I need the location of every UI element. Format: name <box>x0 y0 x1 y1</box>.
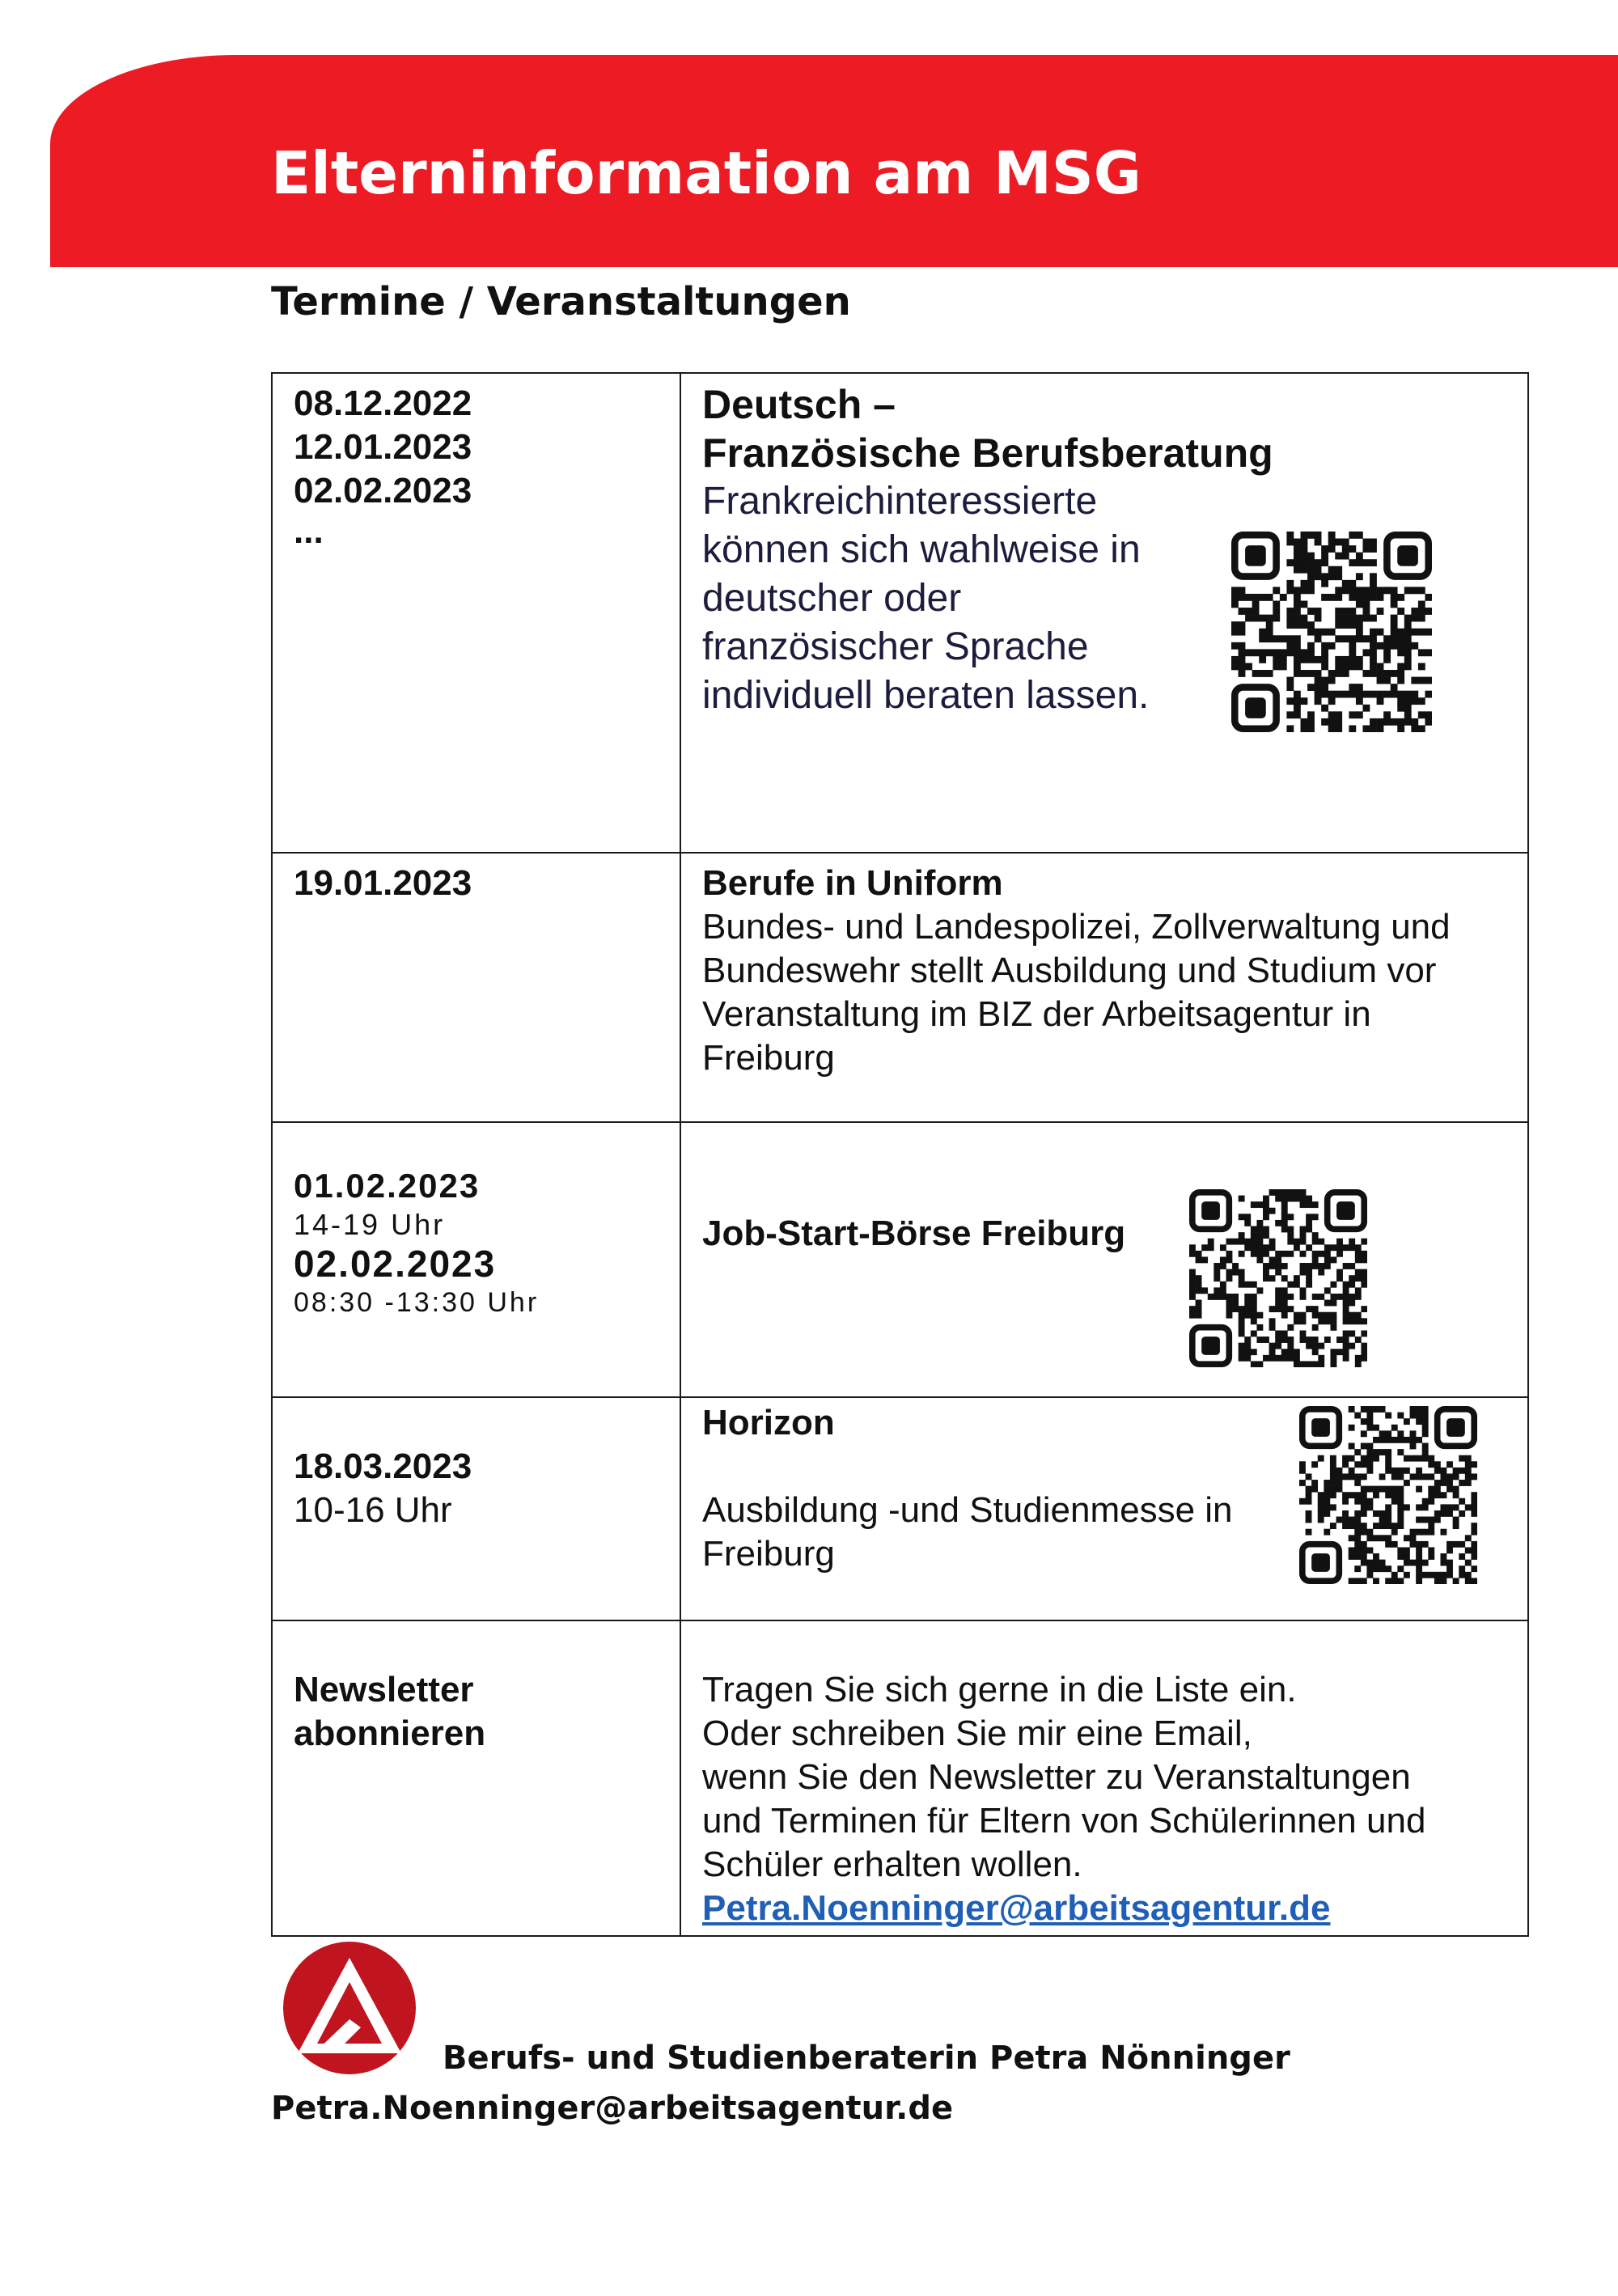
event-text: Ausbildung -und Studienmesse in <box>702 1490 1233 1530</box>
event-text: Veranstaltung im BIZ der Arbeitsagentur in <box>702 994 1371 1034</box>
date-cell <box>272 853 680 1122</box>
qr-code-icon[interactable] <box>1189 1189 1367 1367</box>
event-title: Berufe in Uniform <box>702 863 1003 903</box>
event-title: Horizon <box>702 1403 835 1442</box>
event-title: Französische Berufsberatung <box>702 430 1273 476</box>
date-cell <box>272 373 680 853</box>
event-date: 08.12.2022 <box>294 383 472 423</box>
date-cell <box>272 1397 680 1620</box>
event-text: französischer Sprache <box>702 625 1089 668</box>
event-text: Freiburg <box>702 1038 835 1078</box>
event-text: Tragen Sie sich gerne in die Liste ein. <box>702 1670 1297 1709</box>
event-time: 08:30 -13:30 Uhr <box>294 1287 540 1318</box>
event-text: können sich wahlweise in <box>702 528 1141 571</box>
event-cell <box>680 1122 1528 1397</box>
event-text: wenn Sie den Newsletter zu Veranstaltungen <box>702 1757 1411 1797</box>
event-text: Freiburg <box>702 1534 835 1574</box>
page-subtitle: Termine / Veranstaltungen <box>271 279 851 324</box>
events-table <box>271 372 1529 1937</box>
date-cell <box>272 1620 680 1936</box>
event-title: Deutsch – <box>702 382 896 427</box>
footer-advisor-name: Berufs- und Studienberaterin Petra Nönninger <box>443 2040 1290 2077</box>
date-cell <box>272 1122 680 1397</box>
event-text: individuell beraten lassen. <box>702 674 1150 717</box>
event-cell <box>680 1397 1528 1620</box>
event-text: Schüler erhalten wollen. <box>702 1845 1082 1884</box>
newsletter-label: Newsletter <box>294 1670 474 1709</box>
table-row <box>272 373 1528 853</box>
page-title: Elterninformation am MSG <box>271 139 1141 207</box>
event-time: 10-16 Uhr <box>294 1490 452 1530</box>
newsletter-label: abonnieren <box>294 1714 486 1753</box>
event-cell <box>680 1620 1528 1936</box>
event-text: Oder schreiben Sie mir eine Email, <box>702 1714 1252 1753</box>
event-title: Job-Start-Börse Freiburg <box>702 1214 1126 1253</box>
event-text: und Terminen für Eltern von Schülerinnen und <box>702 1801 1426 1841</box>
table-row <box>272 1122 1528 1397</box>
email-link[interactable]: Petra.Noenninger@arbeitsagentur.de <box>702 1888 1331 1928</box>
arbeitsagentur-logo <box>282 1940 427 2090</box>
event-cell <box>680 373 1528 853</box>
event-text: Bundes- und Landespolizei, Zollverwaltung und <box>702 907 1451 947</box>
footer-email[interactable]: Petra.Noenninger@arbeitsagentur.de <box>271 2090 954 2127</box>
qr-code-icon[interactable] <box>1231 532 1432 732</box>
table-row <box>272 1397 1528 1620</box>
table-row <box>272 1620 1528 1936</box>
event-text: deutscher oder <box>702 577 962 620</box>
event-time: 14-19 Uhr <box>294 1208 446 1241</box>
event-date: 02.02.2023 <box>294 1243 497 1285</box>
event-date: 02.02.2023 <box>294 471 472 510</box>
event-date: 01.02.2023 <box>294 1167 481 1205</box>
event-date: 19.01.2023 <box>294 863 472 903</box>
table-row <box>272 853 1528 1122</box>
event-cell <box>680 853 1528 1122</box>
event-text: Frankreichinteressierte <box>702 480 1098 523</box>
qr-code-icon[interactable] <box>1299 1406 1477 1584</box>
event-date-more: ... <box>294 511 324 551</box>
event-text: Bundeswehr stellt Ausbildung und Studium vor <box>702 951 1437 990</box>
event-date: 18.03.2023 <box>294 1447 472 1486</box>
event-date: 12.01.2023 <box>294 427 472 467</box>
